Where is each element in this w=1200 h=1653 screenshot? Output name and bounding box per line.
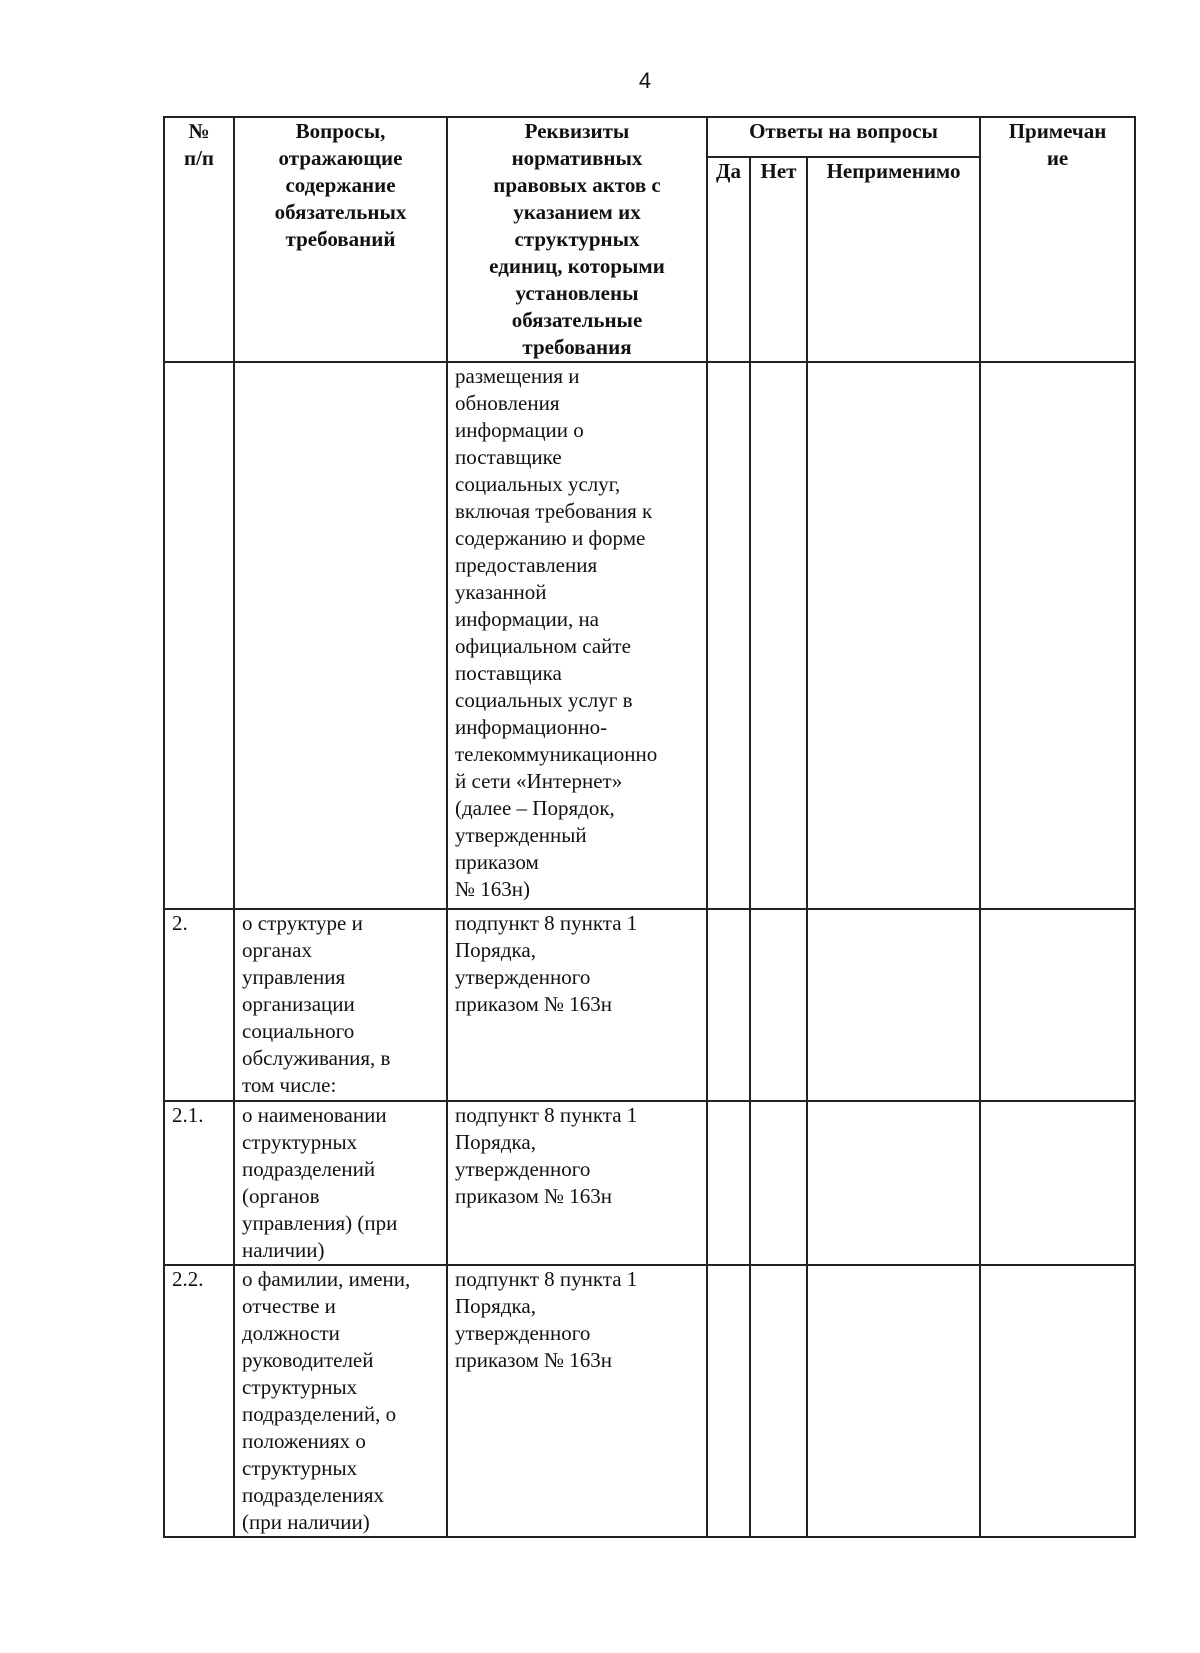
row-question: о наименовании структурных подразделений (органов управления) (при наличии) [234, 1101, 447, 1265]
note-cell[interactable] [980, 1101, 1135, 1265]
row-requisite: подпункт 8 пункта 1 Порядка, утвержденного приказом № 163н [447, 909, 707, 1100]
answer-no-cell[interactable] [750, 1265, 807, 1537]
answer-yes-cell[interactable] [707, 909, 750, 1100]
header-answer-no: Нет [750, 157, 807, 362]
header-requisites: Реквизиты нормативных правовых актов с указанием их структурных единиц, которыми установлены обязательные требования [447, 117, 707, 362]
row-number: 2. [164, 909, 234, 1100]
header-note: Примечан ие [980, 117, 1135, 362]
row-question [234, 362, 447, 909]
answer-yes-cell[interactable] [707, 362, 750, 909]
answer-not-applicable-cell[interactable] [807, 362, 980, 909]
header-answer-not-applicable: Неприменимо [807, 157, 980, 362]
checklist-table [163, 116, 1136, 1538]
row-requisite: подпункт 8 пункта 1 Порядка, утвержденного приказом № 163н [447, 1101, 707, 1265]
note-cell[interactable] [980, 1265, 1135, 1537]
row-number [164, 362, 234, 909]
table-row [164, 1265, 1135, 1537]
table-row [164, 362, 1135, 909]
answer-yes-cell[interactable] [707, 1101, 750, 1265]
answer-yes-cell[interactable] [707, 1265, 750, 1537]
table-row [164, 909, 1135, 1100]
row-question: о структуре и органах управления организации социального обслуживания, в том числе: [234, 909, 447, 1100]
row-requisite: подпункт 8 пункта 1 Порядка, утвержденного приказом № 163н [447, 1265, 707, 1537]
table-row [164, 1101, 1135, 1265]
note-cell[interactable] [980, 362, 1135, 909]
answer-not-applicable-cell[interactable] [807, 909, 980, 1100]
answer-not-applicable-cell[interactable] [807, 1101, 980, 1265]
answer-not-applicable-cell[interactable] [807, 1265, 980, 1537]
answer-no-cell[interactable] [750, 909, 807, 1100]
note-cell[interactable] [980, 909, 1135, 1100]
answer-no-cell[interactable] [750, 362, 807, 909]
header-answer-yes: Да [707, 157, 750, 362]
row-question: о фамилии, имени, отчестве и должности руководителей структурных подразделений, о положениях о структурных подразделениях (при наличии) [234, 1265, 447, 1537]
row-requisite: размещения и обновления информации о поставщике социальных услуг, включая требования к содержанию и форме предоставления указанной информации, на официальном сайте поставщика социальных услуг в информационно- телекоммуникационно й сети «Интернет» (далее – Порядок, утвержденный приказом № 163н) [447, 362, 707, 909]
row-number: 2.2. [164, 1265, 234, 1537]
header-questions: Вопросы, отражающие содержание обязательных требований [234, 117, 447, 362]
header-number: № п/п [164, 117, 234, 362]
row-number: 2.1. [164, 1101, 234, 1265]
header-answers: Ответы на вопросы [707, 117, 980, 157]
page-number: 4 [638, 68, 652, 93]
answer-no-cell[interactable] [750, 1101, 807, 1265]
